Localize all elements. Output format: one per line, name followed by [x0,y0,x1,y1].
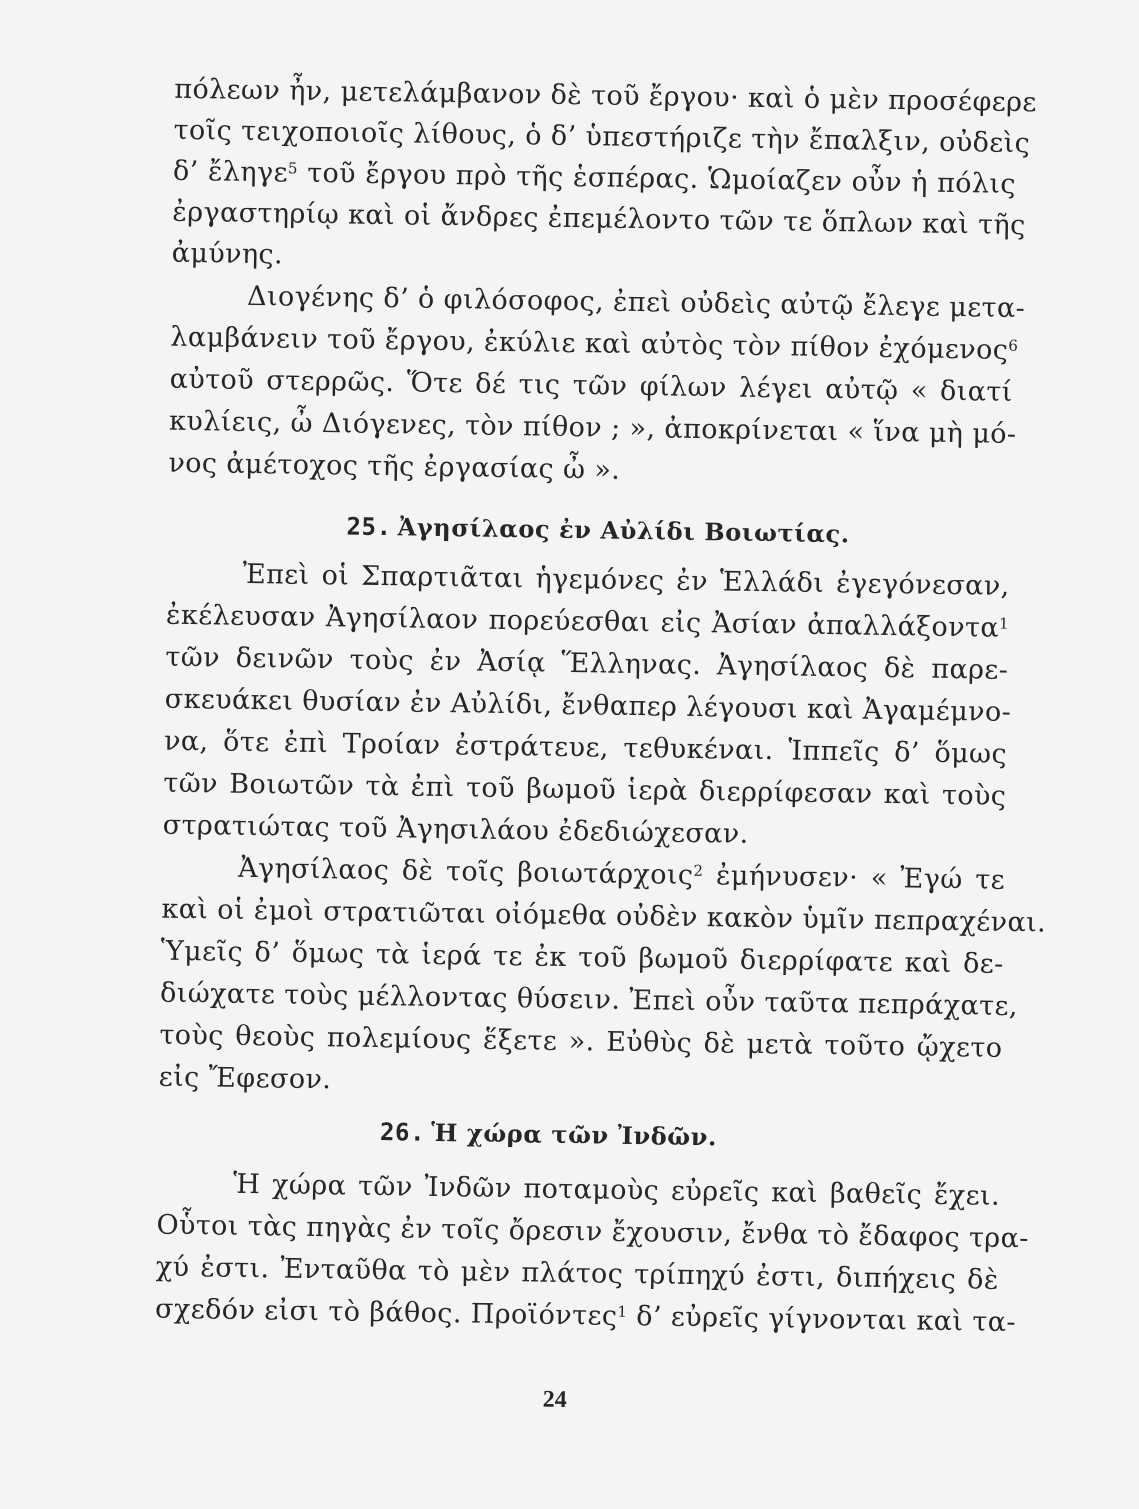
footnote-mark: 6 [1008,336,1019,355]
text-line: τῶν Βοιωτῶν τὰ ἐπὶ τοῦ βωμοῦ ἱερὰ διερρίφεσαν καὶ τοὺς [163,767,1007,812]
footnote-mark: 1 [617,1302,628,1321]
text-line: νος ἀμέτοχος τῆς ἐργασίας ὦ ». [168,447,621,486]
text-line: καὶ οἱ ἐμοὶ στρατιῶται οἰόμεθα οὐδὲν κακὸν ὑμῖν πεπραχέναι. [161,893,1047,939]
section-title: Ἀγησίλαος ἐν Αὐλίδι Βοιωτίας. [397,512,850,549]
footnote-mark: 2 [693,861,704,880]
text-line: λαμβάνειν τοῦ ἔργου, ἐκύλιε καὶ αὐτὸς τὸν πίθον ἐχόμενος$^6$ [170,321,1019,366]
text-line: Ἀγησίλαος δὲ τοῖς βοιωτάρχοις$^2$ ἐμήνυσεν· « Ἐγώ τε [237,852,1006,896]
section-heading [346,512,850,549]
page-number: 24 [542,1386,567,1414]
text-line: αὐτοῦ στερρῶς. Ὅτε δέ τις τῶν φίλων λέγει αὐτῷ « διατί [169,363,1013,408]
section-title: Ἡ χώρα τῶν Ἰνδῶν. [430,1117,718,1152]
text-line: να, ὅτε ἐπὶ Τροίαν ἐστράτευε, τεθυκέναι. Ἱππεῖς δ’ ὅμως [163,725,1008,770]
text-line: Οὗτοι τὰς πηγὰς ἐν τοῖς ὄρεσιν ἔχουσιν, ἔνθα τὸ ἔδαφος τρα- [156,1209,1029,1255]
text-line: ἀμύνης. [171,237,284,271]
text-line: σκευάκει θυσίαν ἐν Αὐλίδι, ἔνθαπερ λέγουσι καὶ Ἀγαμέμνο- [164,683,1012,728]
section-heading [379,1117,718,1152]
section-number: 25. [346,512,392,542]
text-line: Ὑμεῖς δ’ ὅμως τὰ ἱερά τε ἐκ τοῦ βωμοῦ διερρίφατε καὶ δε- [160,935,1004,980]
section-number: 26. [379,1118,426,1147]
text-line: διώχατε τοὺς μέλλοντας θύσειν. Ἐπεὶ οὖν ταῦτα πεπράχατε, [159,977,1019,1023]
text-line: τῶν δεινῶν τοὺς ἐν Ἀσίᾳ Ἕλληνας. Ἀγησίλαος δὲ παρε- [165,641,1009,686]
text-line: ἐργαστηρίῳ καὶ οἱ ἄνδρες ἐπεμέλοντο τῶν τε ὅπλων καὶ τῆς [172,196,1026,242]
footnote-mark: 1 [998,614,1010,633]
text-line: εἰς Ἔφεσον. [158,1061,332,1096]
text-line: Ἐπεὶ οἱ Σπαρτιᾶται ἡγεμόνες ἐν Ἑλλάδι ἐγεγόνεσαν, [242,558,1010,602]
footnote-mark: 5 [287,159,299,178]
text-line: Ἡ χώρα τῶν Ἰνδῶν ποταμοὺς εὐρεῖς καὶ βαθεῖς ἔχει. [232,1168,1001,1212]
text-line: χύ ἐστι. Ἐνταῦθα τὸ μὲν πλάτος τρίπηχύ ἐστι, διπήχεις δὲ [155,1251,999,1296]
paragraph [12,0,1139,271]
text-line: στρατιώτας τοῦ Ἀγησιλάου ἐδεδιώχεσαν. [162,809,749,850]
text-line: πόλεων ἦν, μετελάμβανον δὲ τοῦ ἔργου· καὶ ὁ μὲν προσέφερε [174,73,1038,119]
text-line: Διογένης δ’ ὁ φιλόσοφος, ἐπεὶ οὐδεὶς αὐτῷ ἔλεγε μετα- [246,280,1026,325]
text-line: ἐκέλευσαν Ἀγησίλαον πορεύεσθαι εἰς Ἀσίαν ἀπαλλάξοντα$^1$ [165,599,1010,644]
text-line: τοὺς θεοὺς πολεμίους ἕξετε ». Εὐθὺς δὲ μετὰ τοῦτο ᾤχετο [159,1019,1003,1064]
text-line: τοῖς τειχοποιοῖς λίθους, ὁ δ’ ὑπεστήριζε τὴν ἔπαλξιν, οὐδεὶς [173,114,1031,160]
text-line: κυλίεις, ὦ Διόγενες, τὸν πίθον ; », ἀποκρίνεται « ἵνα μὴ μό- [168,405,1017,450]
text-line: δ’ ἔληγε$^5$ τοῦ ἔργου πρὸ τῆς ἑσπέρας. Ὡμοίαζεν οὖν ἡ πόλις [172,155,1017,200]
text-line: σχεδόν εἰσι τὸ βάθος. Προϊόντες$^1$ δ’ εὐρεῖς γίγνονται καὶ τα- [154,1293,1017,1339]
